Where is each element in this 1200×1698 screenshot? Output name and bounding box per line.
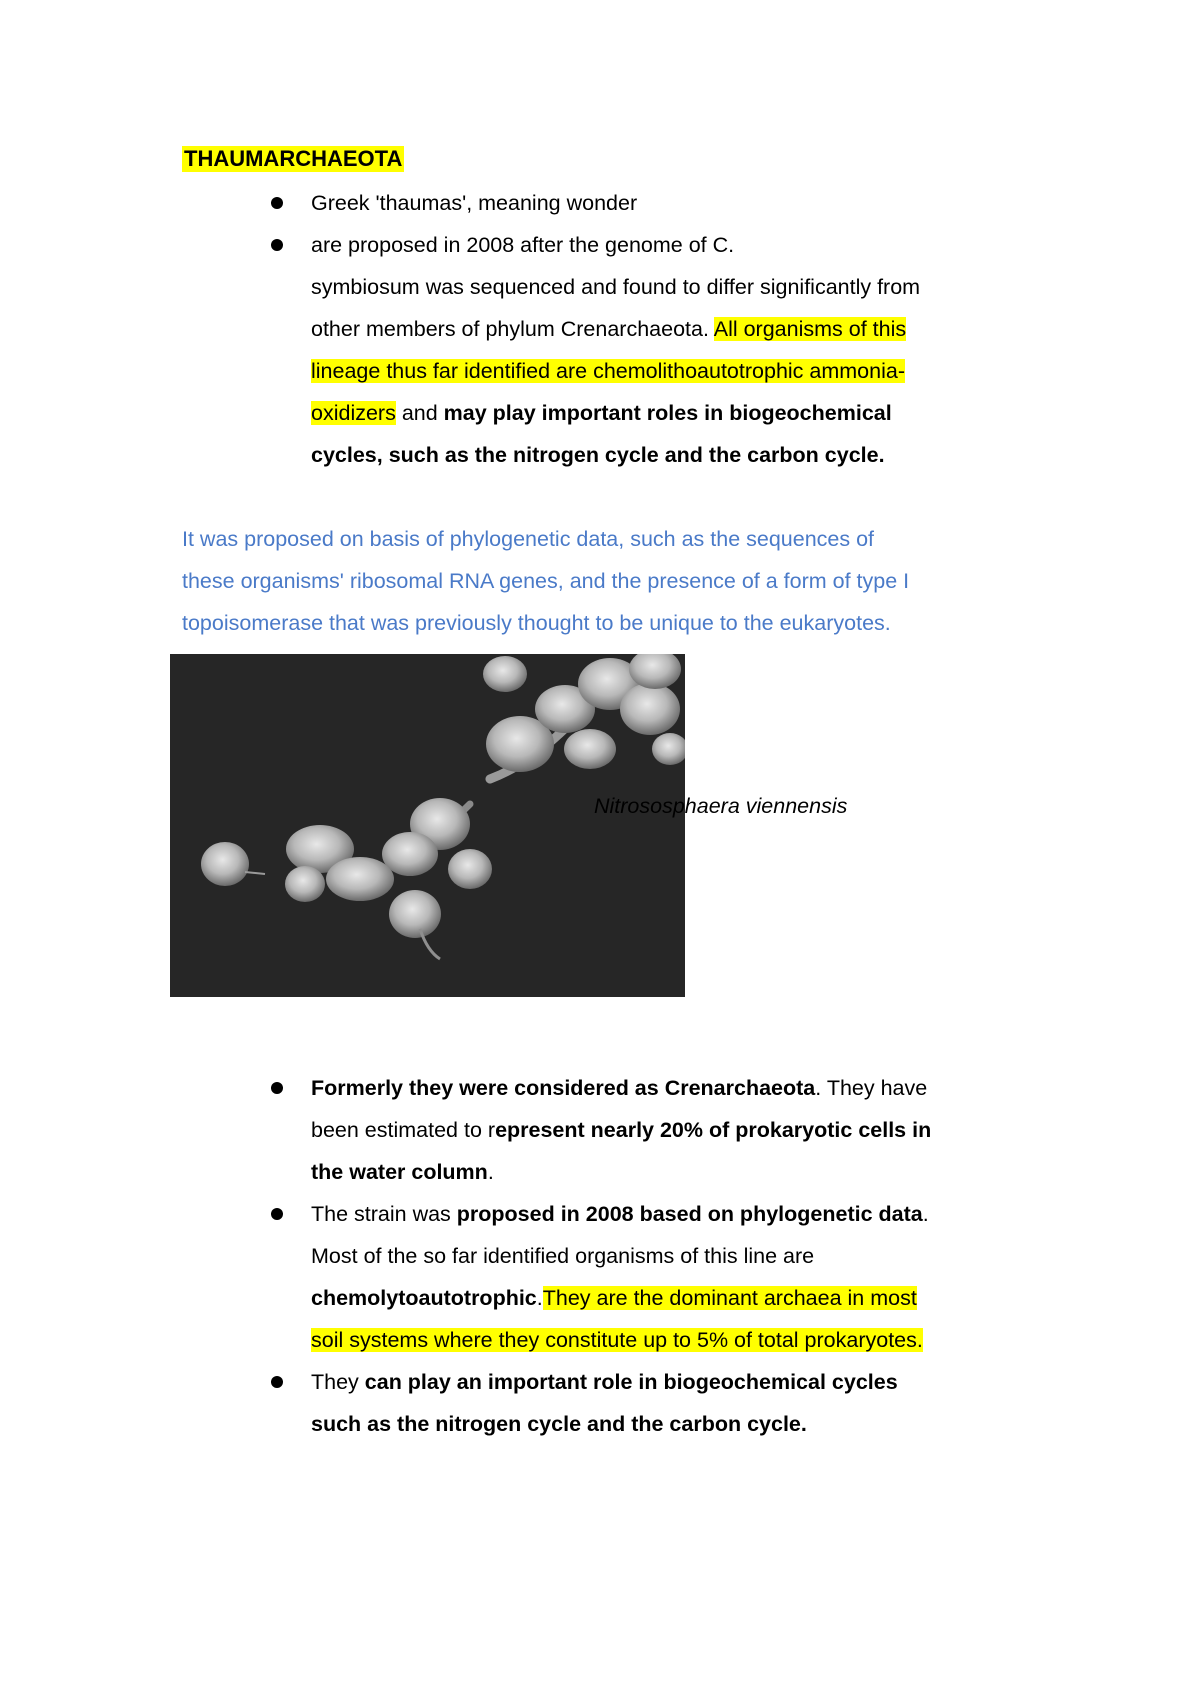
bullet-text-line	[311, 1369, 898, 1395]
bullet-text-line	[311, 1159, 494, 1185]
bullet-text-line	[311, 1285, 917, 1311]
bullet-text-line	[311, 358, 905, 384]
bold-text: Formerly they were considered as Crenarchaeota	[311, 1076, 816, 1100]
highlighted-text: oxidizers	[311, 401, 396, 425]
bullet-text-line: symbiosum was sequenced and found to differ significantly from	[311, 275, 921, 299]
bullet-text-line	[311, 316, 906, 342]
bold-text: proposed in 2008 based on phylogenetic data	[456, 1202, 923, 1226]
bullet-text-line: such as the nitrogen cycle and the carbon cycle.	[311, 1412, 807, 1436]
bullet-text-line	[311, 1201, 929, 1227]
bullet-text-line: cycles, such as the nitrogen cycle and the carbon cycle.	[311, 443, 885, 467]
plain-text: .	[487, 1160, 494, 1184]
highlighted-text: All organisms of this	[713, 317, 907, 341]
bold-text: may play important roles in biogeochemical	[443, 401, 892, 425]
bullet-dot	[271, 197, 283, 209]
bullet-text-line	[311, 1075, 927, 1101]
bullet-dot	[271, 1208, 283, 1220]
blue-paragraph-line: It was proposed on basis of phylogenetic data, such as the sequences of	[182, 527, 875, 551]
plain-text: They	[311, 1370, 365, 1394]
blue-paragraph-line: these organisms' ribosomal RNA genes, and the presence of a form of type I	[182, 569, 910, 593]
bold-text: epresent nearly 20% of prokaryotic cells in	[495, 1118, 932, 1142]
plain-text: .	[922, 1202, 929, 1226]
blue-paragraph-line: topoisomerase that was previously thought to be unique to the eukaryotes.	[182, 611, 891, 635]
plain-text: other members of phylum Crenarchaeota.	[311, 317, 714, 341]
bullet-text-line	[311, 1117, 931, 1143]
bold-text: chemolytoautotrophic	[311, 1286, 537, 1310]
plain-text: been estimated to r	[311, 1118, 496, 1142]
microscope-photo	[170, 654, 685, 997]
bullet-text-line	[311, 400, 892, 426]
bullet-text: Greek 'thaumas', meaning wonder	[311, 191, 638, 215]
bullet-text-line: are proposed in 2008 after the genome of C.	[311, 233, 735, 257]
plain-text: and	[395, 401, 444, 425]
highlighted-text: soil systems where they constitute up to 5% of total prokaryotes.	[311, 1328, 923, 1352]
bold-text: can play an important role in biogeochemical cycles	[364, 1370, 898, 1394]
plain-text: .	[536, 1286, 543, 1310]
bullet-dot	[271, 239, 283, 251]
page-title: THAUMARCHAEOTA	[184, 146, 403, 171]
plain-text: . They have	[815, 1076, 928, 1100]
archaea-cells-illustration	[170, 654, 685, 997]
bullet-dot	[271, 1082, 283, 1094]
plain-text: The strain was	[311, 1202, 457, 1226]
highlighted-text: lineage thus far identified are chemolithoautotrophic ammonia-	[311, 359, 905, 383]
bullet-text-line: Most of the so far identified organisms of this line are	[311, 1244, 815, 1268]
bullet-text-line	[311, 1327, 923, 1353]
image-caption: Nitrososphaera viennensis	[594, 794, 848, 818]
bold-text: the water column	[311, 1160, 488, 1184]
highlighted-text: They are the dominant archaea in most	[542, 1286, 917, 1310]
bullet-dot	[271, 1376, 283, 1388]
